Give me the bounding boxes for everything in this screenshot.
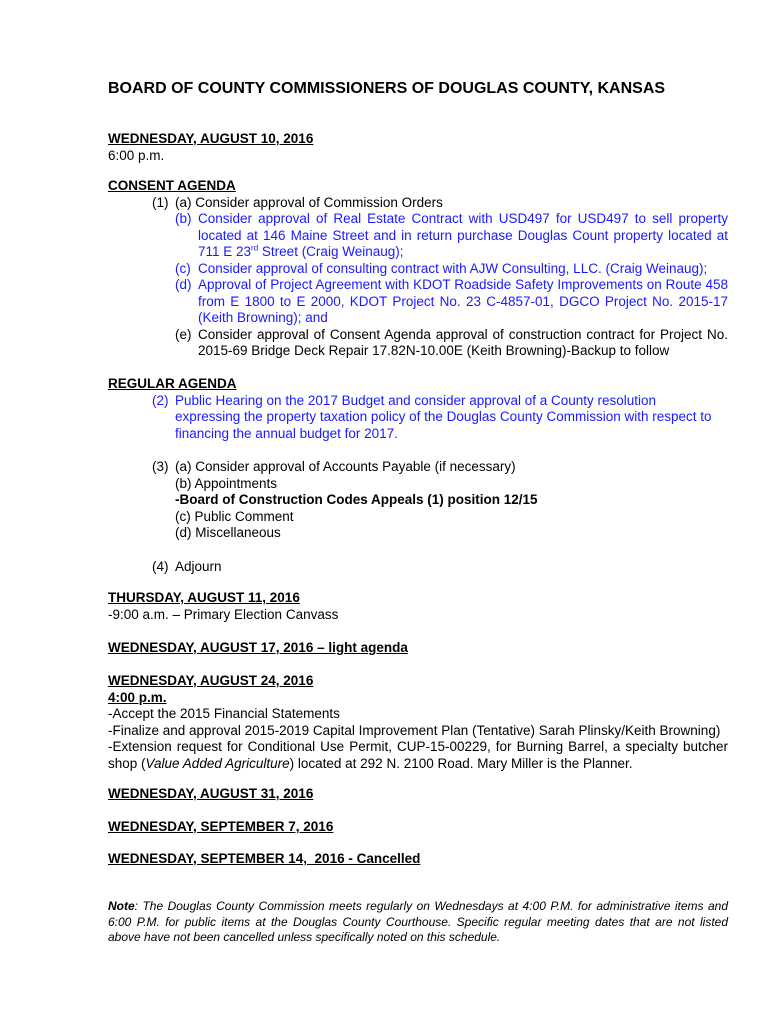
item-label: (e) xyxy=(175,326,192,342)
consent-item-d xyxy=(108,277,728,327)
meeting-date: WEDNESDAY, AUGUST 10, 2016 xyxy=(108,131,314,146)
item-text: Consider approval of consulting contract with AJW Consulting, LLC. (Craig Weinaug); xyxy=(198,260,708,276)
appointment-board: -Board of Construction Codes Appeals (1) position 12/15 xyxy=(175,492,538,507)
regular-item-3 xyxy=(108,459,728,542)
meeting-line: -9:00 a.m. – Primary Election Canvass xyxy=(108,606,339,622)
meeting-date: THURSDAY, AUGUST 11, 2016 xyxy=(108,590,300,605)
item-text: Approval of Project Agreement with KDOT Roadside Safety Improvements on Route 458 from E 1800 to E 2000, KDOT Project No. 23 C-4857-01, DGCO Project No. 2015-17 (Keith Browning); and xyxy=(198,277,728,325)
meeting-date: WEDNESDAY, SEPTEMBER 7, 2016 xyxy=(108,819,334,834)
regular-agenda xyxy=(108,376,728,575)
item-text: Consider approval of Commission Orders xyxy=(195,194,443,210)
item-text: (a) Consider approval of Accounts Payable (if necessary) xyxy=(175,459,516,474)
note-text: : The Douglas County Commission meets regularly on Wednesdays at 4:00 P.M. for administrative items and 6:00 P.M. for public items at the Douglas County Courthouse. Specific regular meeting dates that are not listed above have not been cancelled unless specifically noted on this schedule. xyxy=(108,899,728,944)
document-title: BOARD OF COUNTY COMMISSIONERS OF DOUGLAS COUNTY, KANSAS xyxy=(108,80,666,97)
item-label: (c) xyxy=(175,260,191,276)
item-number: (4) xyxy=(152,558,169,574)
regular-agenda-heading: REGULAR AGENDA xyxy=(108,376,237,391)
item-label: (d) xyxy=(175,277,192,292)
meeting-sep-7 xyxy=(108,819,728,836)
item-label: (b) xyxy=(175,211,192,226)
item-text: Adjourn xyxy=(175,558,222,574)
meeting-date: WEDNESDAY, SEPTEMBER 14, 2016 - Cancelled xyxy=(108,851,421,866)
schedule-note xyxy=(108,899,728,946)
meeting-aug-24 xyxy=(108,673,728,772)
item-text: Consider approval of Real Estate Contract with USD497 for USD497 to sell property located at 146 Maine Street and in return purchase Douglas Count property located at 711 E 23rd Street (Craig Weinaug); xyxy=(198,211,728,259)
item-text: (c) Public Comment xyxy=(175,508,294,524)
item-text: (d) Miscellaneous xyxy=(175,525,281,540)
item-text: (b) Appointments xyxy=(175,475,278,491)
meeting-time: 4:00 p.m. xyxy=(108,689,167,705)
item-text: Public Hearing on the 2017 Budget and consider approval of a County resolution expressing the property taxation policy of the Douglas County Commission with respect to financing the annual budget for 2017. xyxy=(175,392,712,441)
item-text: Consider approval of Consent Agenda approval of construction contract for Project No. 2015-69 Bridge Deck Repair 17.82N-10.00E (Keith Browning)-Backup to follow xyxy=(198,326,728,358)
meeting-aug-17 xyxy=(108,640,728,657)
consent-item-c xyxy=(108,261,728,278)
meeting-aug-11 xyxy=(108,590,728,623)
item-number: (3) xyxy=(152,459,169,474)
consent-agenda xyxy=(108,178,728,360)
item-number: (1) xyxy=(152,194,169,210)
meeting-line: -Accept the 2015 Financial Statements xyxy=(108,706,340,721)
meeting-aug-10 xyxy=(108,131,728,164)
meeting-time: 6:00 p.m. xyxy=(108,147,165,163)
meeting-line: -Extension request for Conditional Use Permit, CUP-15-00229, for Burning Barrel, a specialty butcher shop (Value Added Agriculture) located at 292 N. 2100 Road. Mary Miller is the Planner. xyxy=(108,739,728,771)
meeting-aug-31 xyxy=(108,786,728,803)
consent-item-e xyxy=(108,327,728,360)
item-number: (2) xyxy=(152,392,169,408)
consent-item-a xyxy=(108,195,728,212)
note-label: Note xyxy=(108,899,135,913)
meeting-date: WEDNESDAY, AUGUST 24, 2016 xyxy=(108,673,314,688)
meeting-sep-14 xyxy=(108,851,728,868)
meeting-line: -Finalize and approval 2015-2019 Capital Improvement Plan (Tentative) Sarah Plinsky/Keith Browning) xyxy=(108,722,721,738)
regular-item-4 xyxy=(108,559,728,576)
regular-item-2 xyxy=(108,393,728,443)
meeting-date: WEDNESDAY, AUGUST 31, 2016 xyxy=(108,786,314,801)
consent-item-b xyxy=(108,211,728,261)
consent-agenda-heading: CONSENT AGENDA xyxy=(108,178,236,193)
item-label: (a) xyxy=(175,194,192,210)
meeting-date: WEDNESDAY, AUGUST 17, 2016 – light agenda xyxy=(108,640,408,655)
